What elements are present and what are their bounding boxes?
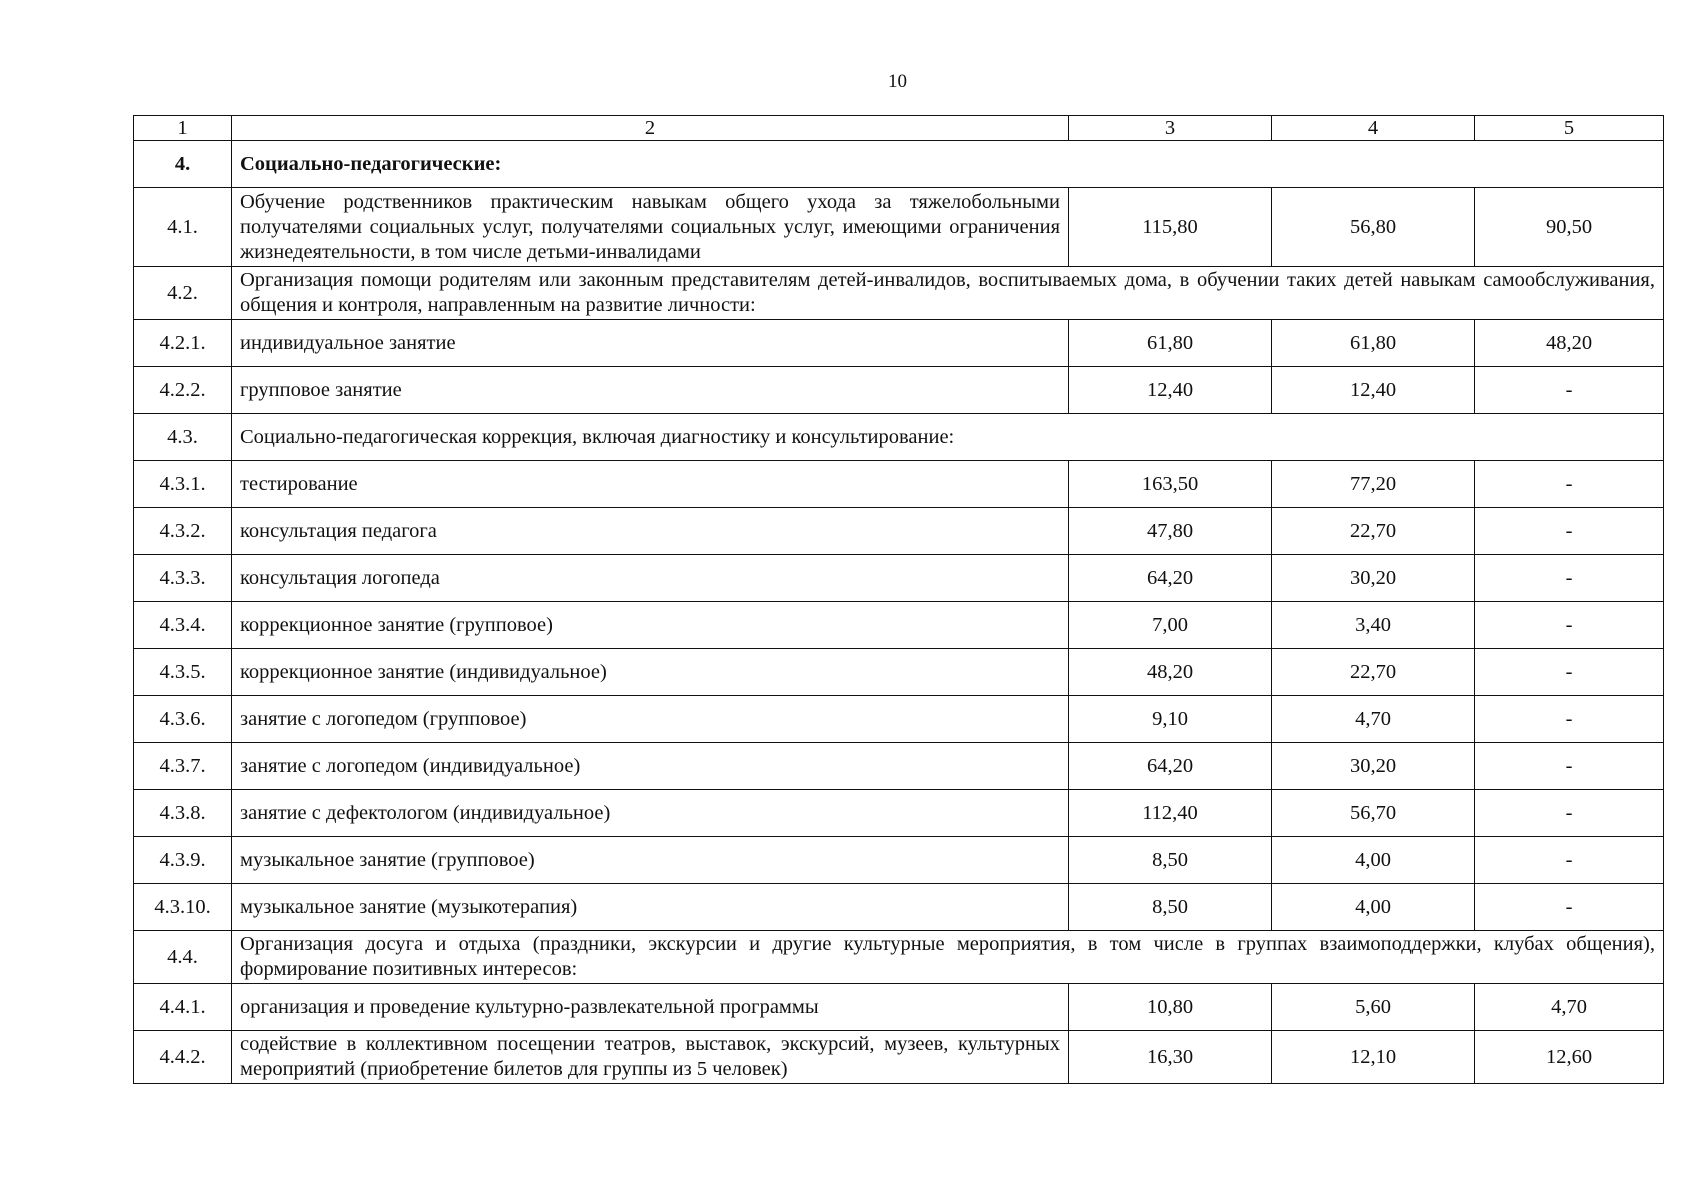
table-row	[134, 696, 1664, 743]
row-value-col4: 56,70	[1272, 790, 1475, 837]
row-value-col5: -	[1475, 884, 1664, 931]
row-number: 4.3.2.	[134, 508, 232, 555]
table-row	[134, 884, 1664, 931]
row-value-col4: 61,80	[1272, 320, 1475, 367]
row-description: музыкальное занятие (музыкотерапия)	[232, 884, 1069, 931]
row-number: 4.3.10.	[134, 884, 232, 931]
subsection-title: Организация досуга и отдыха (праздники, экскурсии и другие культурные мероприятия, в том числе в группах взаимоподдержки, клубах общения), формирование позитивных интересов:	[232, 931, 1664, 984]
row-number: 4.2.1.	[134, 320, 232, 367]
row-value-col5: 4,70	[1475, 984, 1664, 1031]
row-number: 4.4.1.	[134, 984, 232, 1031]
row-description: Обучение родственников практическим навыкам общего ухода за тяжелобольными получателями социальных услуг, получателями социальных услуг, имеющими ограничения жизнедеятельности, в том числе детьми-инвалидами	[232, 188, 1069, 267]
row-description: коррекционное занятие (групповое)	[232, 602, 1069, 649]
row-description: занятие с логопедом (индивидуальное)	[232, 743, 1069, 790]
row-value-col4: 12,10	[1272, 1031, 1475, 1084]
row-number: 4.3.3.	[134, 555, 232, 602]
row-number: 4.2.2.	[134, 367, 232, 414]
section-number: 4.	[134, 141, 232, 188]
row-value-col5: -	[1475, 508, 1664, 555]
row-value-col5: 48,20	[1475, 320, 1664, 367]
row-value-col4: 30,20	[1272, 743, 1475, 790]
row-value-col5: -	[1475, 602, 1664, 649]
column-number-1: 1	[134, 116, 232, 141]
row-value-col5: 90,50	[1475, 188, 1664, 267]
row-value-col4: 56,80	[1272, 188, 1475, 267]
column-number-row	[134, 116, 1664, 141]
row-description: консультация логопеда	[232, 555, 1069, 602]
row-number: 4.3.5.	[134, 649, 232, 696]
row-number: 4.3.7.	[134, 743, 232, 790]
table-row	[134, 461, 1664, 508]
row-value-col4: 77,20	[1272, 461, 1475, 508]
row-value-col4: 4,70	[1272, 696, 1475, 743]
row-value-col4: 30,20	[1272, 555, 1475, 602]
row-value-col3: 10,80	[1069, 984, 1272, 1031]
row-number: 4.3.4.	[134, 602, 232, 649]
table-row	[134, 602, 1664, 649]
row-description: организация и проведение культурно-развлекательной программы	[232, 984, 1069, 1031]
column-number-4: 4	[1272, 116, 1475, 141]
row-value-col5: -	[1475, 837, 1664, 884]
table-row	[134, 188, 1664, 267]
table-row	[134, 555, 1664, 602]
row-value-col3: 47,80	[1069, 508, 1272, 555]
row-value-col3: 9,10	[1069, 696, 1272, 743]
row-value-col4: 22,70	[1272, 649, 1475, 696]
row-value-col4: 4,00	[1272, 884, 1475, 931]
table-row	[134, 743, 1664, 790]
row-description: занятие с дефектологом (индивидуальное)	[232, 790, 1069, 837]
row-value-col3: 16,30	[1069, 1031, 1272, 1084]
row-value-col3: 163,50	[1069, 461, 1272, 508]
row-number: 4.1.	[134, 188, 232, 267]
row-description: музыкальное занятие (групповое)	[232, 837, 1069, 884]
row-value-col4: 12,40	[1272, 367, 1475, 414]
row-value-col3: 112,40	[1069, 790, 1272, 837]
row-value-col5: -	[1475, 555, 1664, 602]
subsection-title: Организация помощи родителям или законным представителям детей-инвалидов, воспитываемых дома, в обучении таких детей навыкам самообслуживания, общения и контроля, направленным на развитие личности:	[232, 267, 1664, 320]
column-number-2: 2	[232, 116, 1069, 141]
row-value-col5: -	[1475, 649, 1664, 696]
row-description: групповое занятие	[232, 367, 1069, 414]
row-description: занятие с логопедом (групповое)	[232, 696, 1069, 743]
row-value-col5: -	[1475, 790, 1664, 837]
subsection-row	[134, 414, 1664, 461]
row-value-col4: 5,60	[1272, 984, 1475, 1031]
table-row	[134, 367, 1664, 414]
column-number-3: 3	[1069, 116, 1272, 141]
row-number: 4.3.6.	[134, 696, 232, 743]
row-value-col3: 12,40	[1069, 367, 1272, 414]
row-value-col5: -	[1475, 696, 1664, 743]
row-value-col3: 7,00	[1069, 602, 1272, 649]
row-number: 4.4.2.	[134, 1031, 232, 1084]
row-number: 4.2.	[134, 267, 232, 320]
row-number: 4.3.8.	[134, 790, 232, 837]
row-value-col5: -	[1475, 461, 1664, 508]
section-title: Социально-педагогические:	[232, 141, 1664, 188]
table-row	[134, 837, 1664, 884]
subsection-row	[134, 267, 1664, 320]
row-number: 4.3.9.	[134, 837, 232, 884]
row-value-col3: 64,20	[1069, 743, 1272, 790]
row-value-col3: 48,20	[1069, 649, 1272, 696]
page-number: 10	[888, 71, 907, 92]
row-value-col3: 64,20	[1069, 555, 1272, 602]
table-row	[134, 790, 1664, 837]
section-row	[134, 141, 1664, 188]
tariff-table	[133, 115, 1664, 1084]
row-value-col3: 8,50	[1069, 884, 1272, 931]
row-description: коррекционное занятие (индивидуальное)	[232, 649, 1069, 696]
row-value-col3: 61,80	[1069, 320, 1272, 367]
row-value-col4: 4,00	[1272, 837, 1475, 884]
row-number: 4.3.1.	[134, 461, 232, 508]
row-description: индивидуальное занятие	[232, 320, 1069, 367]
row-value-col5: -	[1475, 743, 1664, 790]
row-description: консультация педагога	[232, 508, 1069, 555]
row-value-col3: 8,50	[1069, 837, 1272, 884]
row-description: содействие в коллективном посещении театров, выставок, экскурсий, музеев, культурных мероприятий (приобретение билетов для группы из 5 человек)	[232, 1031, 1069, 1084]
row-value-col3: 115,80	[1069, 188, 1272, 267]
table-row	[134, 320, 1664, 367]
row-number: 4.3.	[134, 414, 232, 461]
column-number-5: 5	[1475, 116, 1664, 141]
row-value-col5: 12,60	[1475, 1031, 1664, 1084]
row-value-col4: 22,70	[1272, 508, 1475, 555]
row-number: 4.4.	[134, 931, 232, 984]
table-row	[134, 649, 1664, 696]
row-value-col4: 3,40	[1272, 602, 1475, 649]
row-description: тестирование	[232, 461, 1069, 508]
subsection-row	[134, 931, 1664, 984]
table-row	[134, 1031, 1664, 1084]
table-row	[134, 508, 1664, 555]
subsection-title: Социально-педагогическая коррекция, включая диагностику и консультирование:	[232, 414, 1664, 461]
table-row	[134, 984, 1664, 1031]
row-value-col5: -	[1475, 367, 1664, 414]
